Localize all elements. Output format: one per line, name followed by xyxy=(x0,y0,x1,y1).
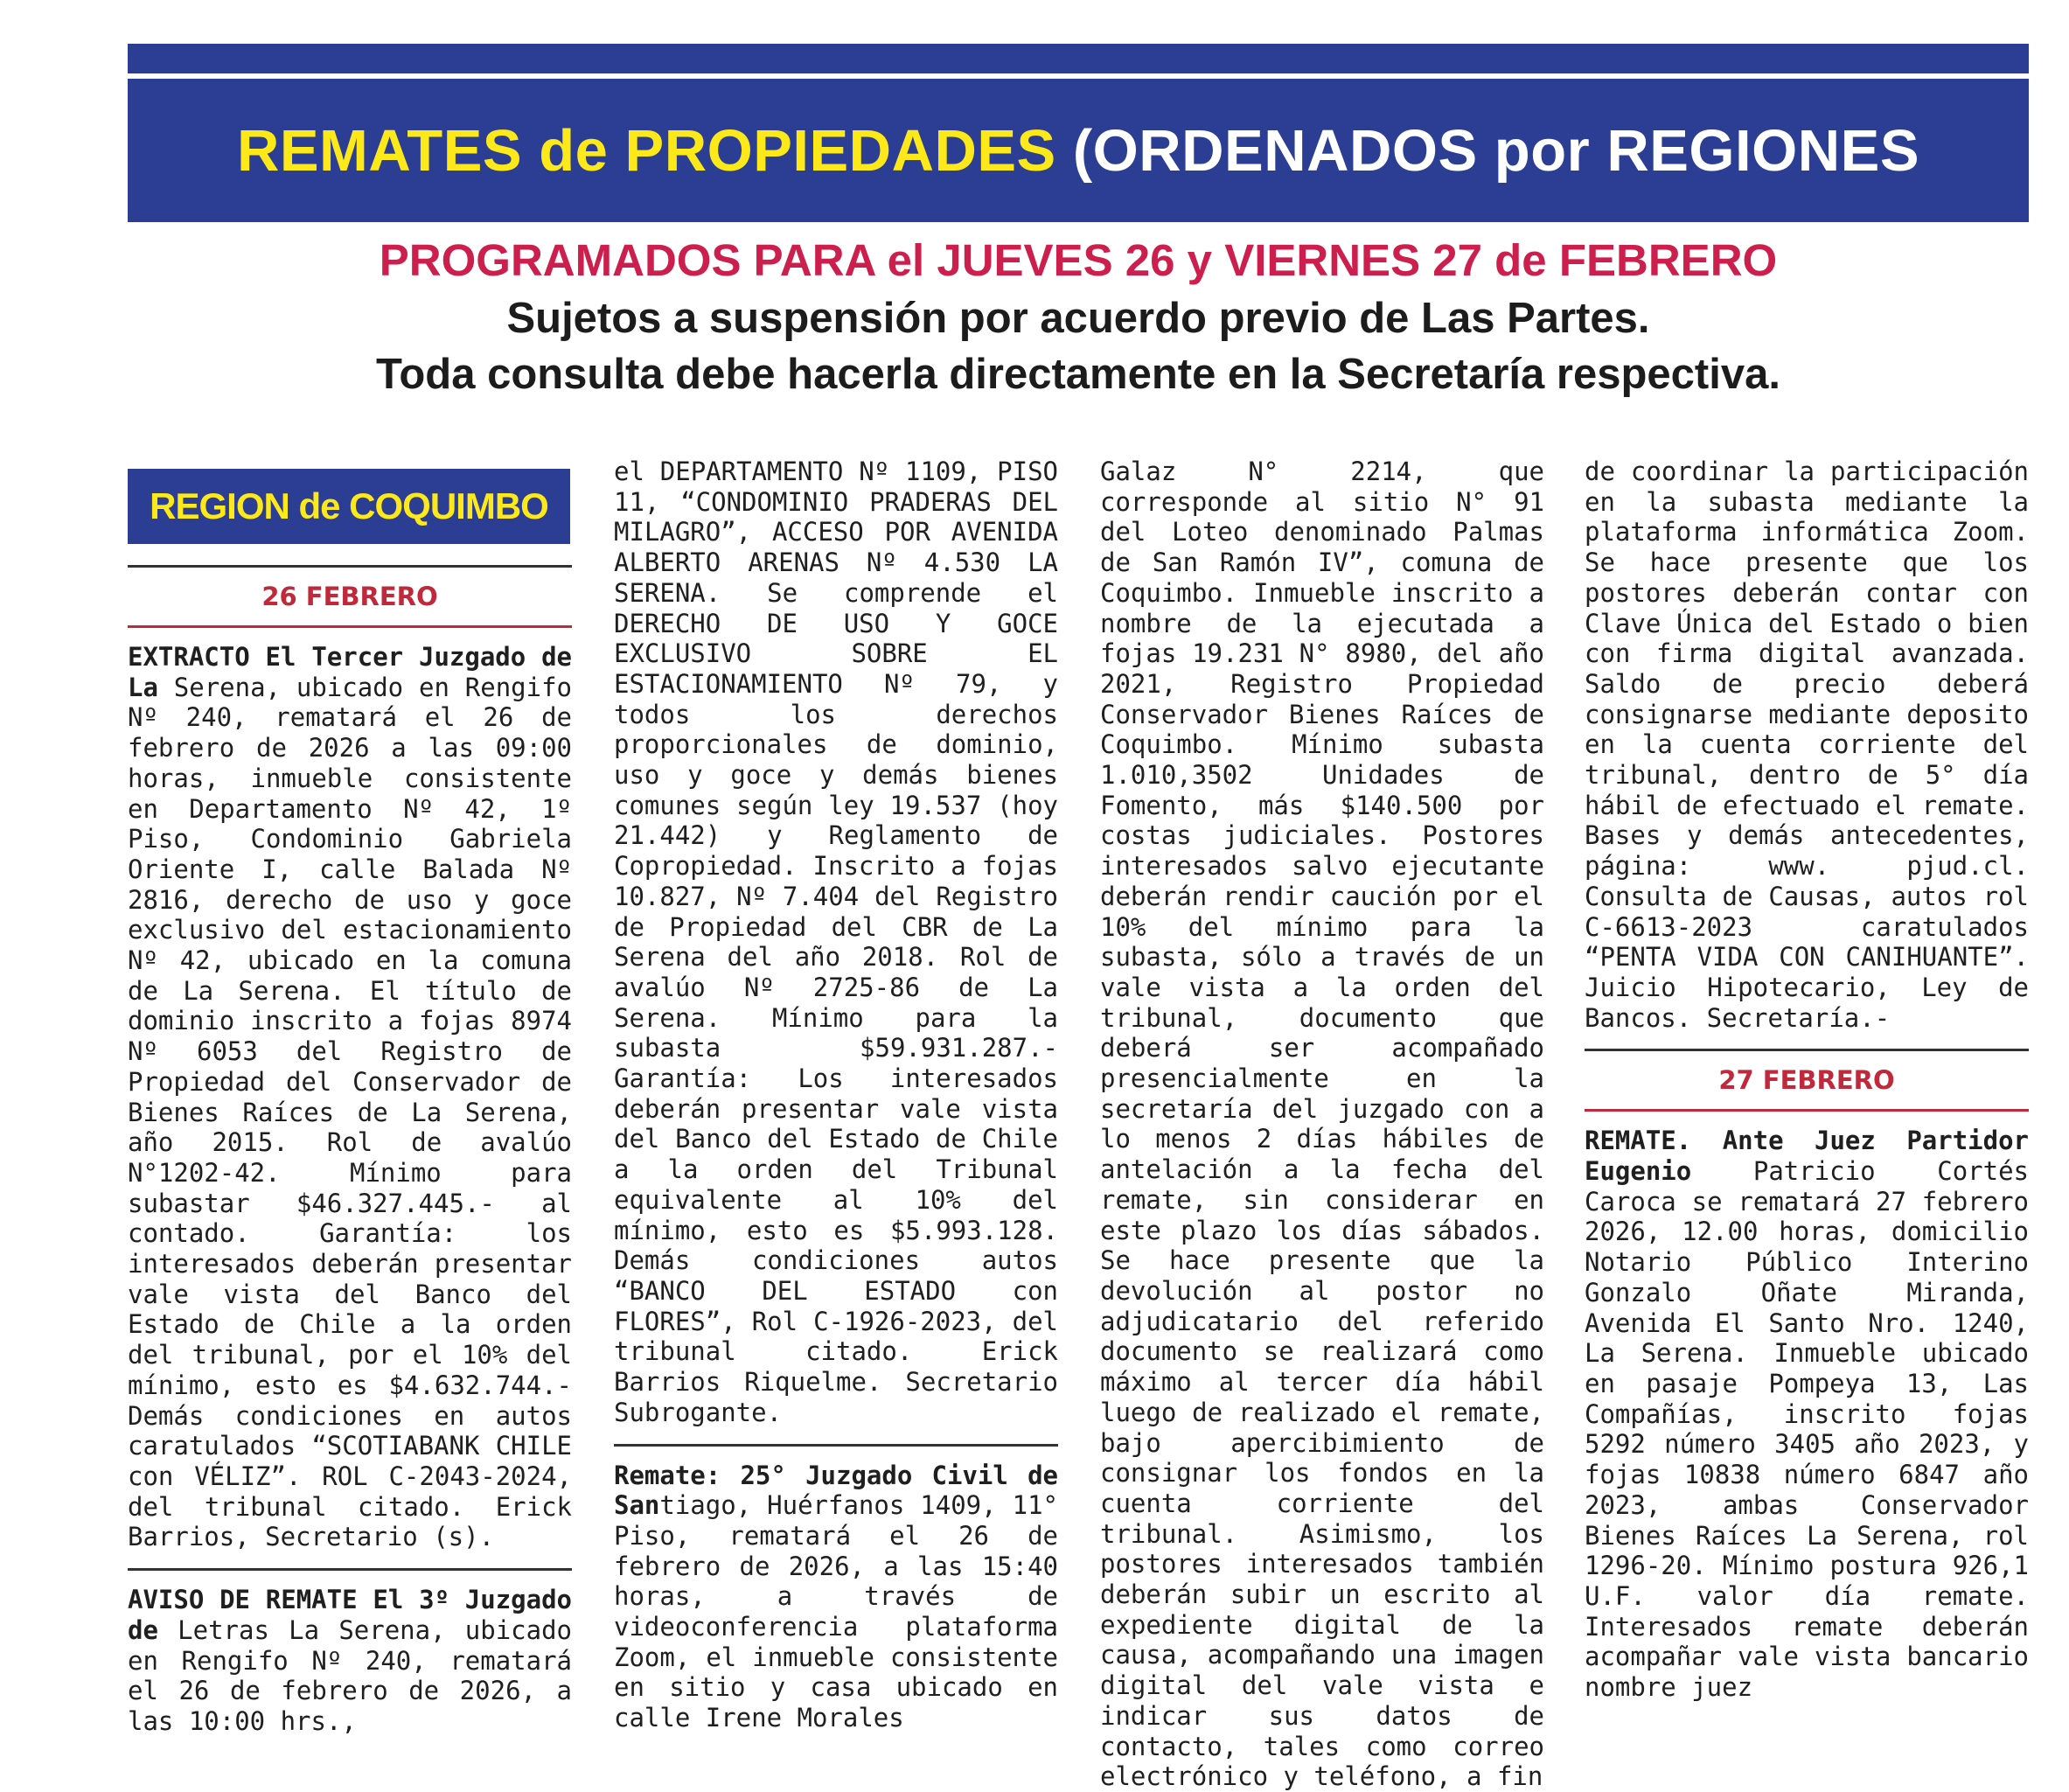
divider xyxy=(128,1568,572,1571)
page-title xyxy=(237,117,1919,185)
column-4 xyxy=(1585,457,2029,1703)
notice-body: tiago, Huérfanos 1409, 11° Piso, rematará el 26 de febrero de 2026, a las 15:40 horas, a través de videoconferencia plataforma Zoom, el inmueble consistente en sitio y casa ubicado en calle Irene Morales xyxy=(614,1490,1058,1733)
column-3 xyxy=(1100,457,1544,1792)
notice-aviso xyxy=(128,1585,572,1737)
title-yellow: REMATES de PROPIEDADES xyxy=(236,117,1056,184)
date-heading-26: 26 FEBRERO xyxy=(261,582,438,611)
schedule-subtitle: PROGRAMADOS PARA el JUEVES 26 y VIERNES 27 de FEBRERO xyxy=(379,235,1778,285)
top-border-bar xyxy=(128,44,2029,73)
notice-remate-partidor xyxy=(1585,1126,2029,1702)
notice-aviso-continued: el DEPARTAMENTO Nº 1109, PISO 11, “CONDOMINIO PRADERAS DEL MILAGRO”, ACCESO POR AVENIDA ALBERTO ARENAS Nº 4.530 LA SERENA. Se comprende el DERECHO DE USO Y GOCE EXCLUSIVO SOBRE EL ESTACIONAMIENTO Nº 79, y todos los derechos proporcionales de dominio, uso y goce y demás bienes comunes según ley 19.537 (hoy 21.442) y Reglamento de Copropiedad. Inscrito a fojas 10.827, Nº 7.404 del Registro de Propiedad del CBR de La Serena del año 2018. Rol de avalúo Nº 2725-86 de La Serena. Mínimo para la subasta $59.931.287.- Garantía: Los interesados deberán presentar vale vista del Banco del Estado de Chile a la orden del Tribunal equivalente al 10% del mínimo, esto es $5.993.128. Demás condiciones autos “BANCO DEL ESTADO con FLORES”, Rol C-1926-2023, del tribunal citado. Erick Barrios Riquelme. Secretario Subrogante. xyxy=(614,457,1058,1427)
notice-remate-25-continued-2: de coordinar la participación en la subasta mediante la plataforma informática Zoom. Se hace presente que los postores deberán contar con Clave Única del Estado o bien con firma digital avanzada. Saldo de precio deberá consignarse mediante deposito en la cuenta corriente del tribunal, dentro de 5° día hábil de efectuado el remate. Bases y demás antecedentes, página: www. pjud.cl. Consulta de Causas, autos rol C-6613-2023 caratulados “PENTA VIDA CON CANIHUANTE”. Juicio Hipotecario, Ley de Bancos. Secretaría.- xyxy=(1585,457,2029,1033)
date-heading-27: 27 FEBRERO xyxy=(1718,1065,1895,1096)
region-label: REGION de COQUIMBO xyxy=(150,485,548,526)
notice-body: Letras La Serena, ubicado en Rengifo Nº 240, rematará el 26 de febrero de 2026, a las 10:00 hrs., xyxy=(128,1614,572,1736)
notice-lead: Remate: 25° Juzgado Civil de San xyxy=(614,1460,1058,1521)
title-white: (ORDENADOS por REGIONES xyxy=(1055,117,1920,184)
region-label-box xyxy=(128,469,570,544)
suspension-notice: Sujetos a suspensión por acuerdo previo de Las Partes. xyxy=(506,295,1650,342)
notice-body: Patricio Cortés Caroca se rematará 27 febrero 2026, 12.00 horas, domicilio Notario Público Interino Gonzalo Oñate Miranda, Avenida El Santo Nro. 1240, La Serena. Inmueble ubicado en pasaje Pompeya 13, Las Compañías, inscrito fojas 5292 número 3405 año 2023, y fojas 10838 número 6847 año 2023, ambas Conservador Bienes Raíces La Serena, rol 1296-20. Mínimo postura 926,1 U.F. valor día remate. Interesados remate deberán acompañar vale vista bancario nombre juez xyxy=(1585,1156,2029,1703)
notice-lead: EXTRACTO El Tercer Juzgado de La xyxy=(128,642,572,702)
date-divider xyxy=(128,625,572,628)
notice-remate-25-continued: Galaz N° 2214, que corresponde al sitio N° 91 del Loteo denominado Palmas de San Ramón IV”, comuna de Coquimbo. Inmueble inscrito a nombre de la ejecutada a fojas 19.231 N° 8980, del año 2021, Registro Propiedad Conservador Bienes Raíces de Coquimbo. Mínimo subasta 1.010,3502 Unidades de Fomento, más $140.500 por costas judiciales. Postores interesados salvo ejecutante deberán rendir caución por el 10% del mínimo para la subasta, sólo a través de un vale vista a la orden del tribunal, documento que deberá ser acompañado presencialmente en la secretaría del juzgado con a lo menos 2 días hábiles de antelación a la fecha del remate, sin considerar en este plazo los días sábados. Se hace presente que la devolución al postor no adjudicatario del referido documento se realizará como máximo al tercer día hábil luego de realizado el remate, bajo apercibimiento de consignar los fondos en la cuenta corriente del tribunal. Asimismo, los postores interesados también deberán subir un escrito al expediente digital de la causa, acompañando una imagen digital del vale vista e indicar sus datos de contacto, tales como correo electrónico y teléfono, a fin xyxy=(1100,457,1544,1792)
page-banner xyxy=(128,79,2029,222)
notice-body: Serena, ubicado en Rengifo Nº 240, rematará el 26 de febrero de 2026 a las 09:00 horas, inmueble consistente en Departamento Nº 42, 1º Piso, Condominio Gabriela Oriente I, calle Balada Nº 2816, derecho de uso y goce exclusivo del estacionamiento Nº 42, ubicado en la comuna de La Serena. El título de dominio inscrito a fojas 8974 Nº 6053 del Registro de Propiedad del Conservador de Bienes Raíces de La Serena, año 2015. Rol de avalúo N°1202-42. Mínimo para subastar $46.327.445.- al contado. Garantía: los interesados deberán presentar vale vista del Banco del Estado de Chile a la orden del tribunal, por el 10% del mínimo, esto es $4.632.744.- Demás condiciones en autos caratulados “SCOTIABANK CHILE con VÉLIZ”. ROL C-2043-2024, del tribunal citado. Erick Barrios, Secretario (s). xyxy=(128,672,572,1552)
column-1 xyxy=(128,469,572,1736)
column-2 xyxy=(614,457,1058,1733)
notice-remate-25 xyxy=(614,1461,1058,1733)
inquiry-notice: Toda consulta debe hacerla directamente en la Secretaría respectiva. xyxy=(376,351,1780,398)
divider xyxy=(614,1444,1058,1447)
notice-lead: AVISO DE REMATE El 3º Juzgado de xyxy=(128,1585,572,1645)
notice-extracto xyxy=(128,642,572,1552)
notice-lead: REMATE. Ante Juez Partidor Eugenio xyxy=(1585,1126,2029,1187)
date-divider xyxy=(1585,1109,2029,1112)
